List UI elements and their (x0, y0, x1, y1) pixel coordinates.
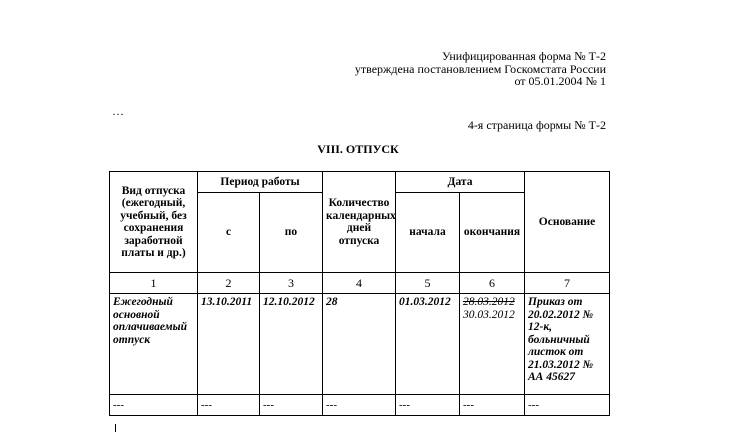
column-number: 1 (110, 273, 198, 294)
header-vacation-type: Вид отпуска (ежегодный, учебный, без сохранения заработной платы и др.) (110, 172, 198, 273)
start-date-cell: 01.03.2012 (396, 294, 460, 395)
empty-cell: --- (260, 395, 323, 416)
column-number: 6 (460, 273, 525, 294)
form-header (355, 50, 606, 88)
page-info: 4-я страница формы № Т-2 (467, 118, 606, 132)
empty-cell: --- (198, 395, 260, 416)
column-number: 5 (396, 273, 460, 294)
table-row (110, 294, 610, 395)
empty-cell: --- (396, 395, 460, 416)
empty-cell: --- (525, 395, 610, 416)
header-from: с (198, 193, 260, 273)
header-basis: Основание (525, 172, 610, 273)
end-date-crossed-out: 28.03.2012 (463, 296, 515, 308)
vacation-type-cell: Ежегодный основной оплачиваемый отпуск (110, 294, 198, 395)
column-number: 4 (323, 273, 396, 294)
header-end: окончания (460, 193, 525, 273)
end-date-cell (460, 294, 525, 395)
column-number: 2 (198, 273, 260, 294)
empty-cell: --- (460, 395, 525, 416)
table-row (110, 395, 610, 416)
end-date-corrected: 30.03.2012 (463, 308, 515, 321)
empty-cell: --- (110, 395, 198, 416)
section-title: VIII. ОТПУСК (317, 142, 399, 156)
empty-cell: --- (323, 395, 396, 416)
approval-line: утверждена постановлением Госкомстата России (354, 61, 606, 76)
form-name: Унифицированная форма № Т-2 (441, 49, 606, 63)
header-work-period: Период работы (198, 172, 323, 193)
period-from-cell: 13.10.2011 (198, 294, 260, 395)
header-to: по (260, 193, 323, 273)
days-cell: 28 (323, 294, 396, 395)
header-date: Дата (396, 172, 525, 193)
basis-cell: Приказ от 20.02.2012 № 12-к, больничный листок от 21.03.2012 № АА 45627 (525, 294, 610, 395)
column-numbers-row (110, 273, 610, 294)
header-days-count: Количество календарных дней отпуска (323, 172, 396, 273)
omitted-content-ellipsis: … (112, 104, 124, 118)
column-number: 3 (260, 273, 323, 294)
cursor-mark (115, 424, 116, 432)
period-to-cell: 12.10.2012 (260, 294, 323, 395)
vacation-table (109, 171, 610, 416)
column-number: 7 (525, 273, 610, 294)
header-start: начала (396, 193, 460, 273)
approval-date: от 05.01.2004 № 1 (514, 74, 606, 88)
